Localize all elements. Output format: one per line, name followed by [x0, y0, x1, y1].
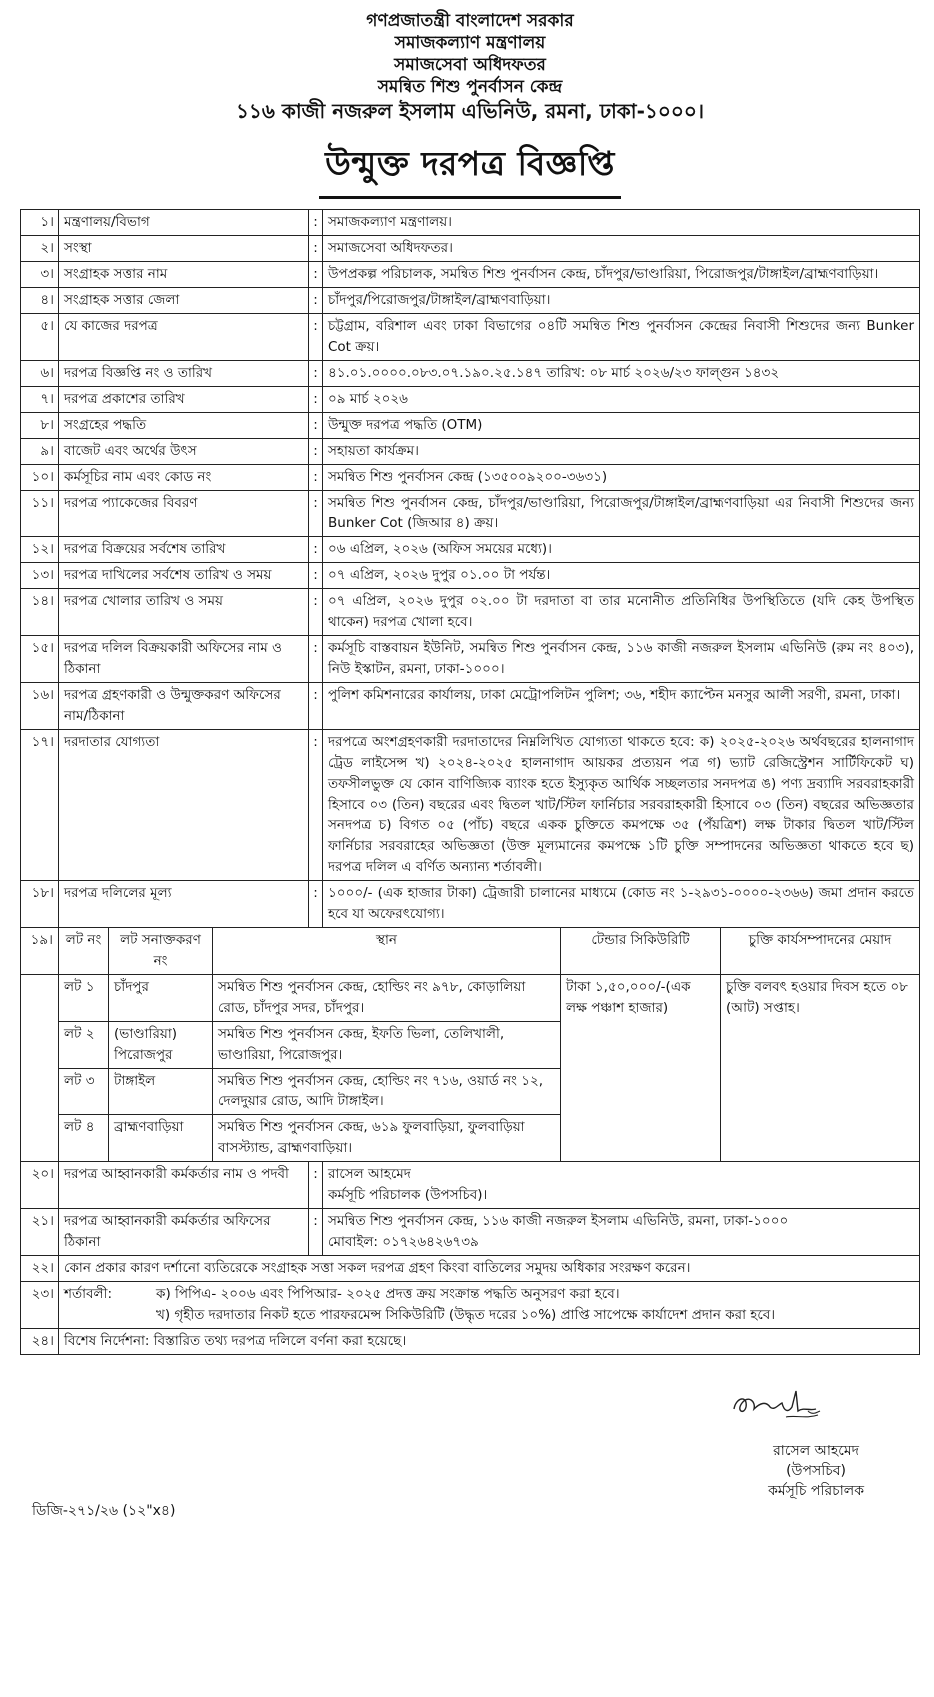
row-colon: : [309, 537, 323, 563]
row-value: সমন্বিত শিশু পুনর্বাসন কেন্দ্র (১৩৫০০৯২০০-৩৬৩১) [323, 464, 920, 490]
conditions-note [59, 1281, 920, 1328]
row-label: দরপত্র আহ্বানকারী কর্মকর্তার অফিসের ঠিকানা [59, 1209, 309, 1256]
notice-title: উন্মুক্ত দরপত্র বিজ্ঞপ্তি [319, 138, 621, 199]
info-row [21, 490, 920, 537]
lot-row [21, 974, 920, 1021]
department-name: সমাজসেবা অধিদফতর [394, 55, 546, 76]
signatory-rank: (উপসচিব) [786, 1462, 847, 1479]
condition-a: ক) পিপিএ- ২০০৬ এবং পিপিআর- ২০২৫ প্রদত্ত ক্রয় সংক্রান্ত পদ্ধতি অনুসরণ করা হবে। [156, 1285, 620, 1302]
info-row [21, 464, 920, 490]
row-value: উপপ্রকল্প পরিচালক, সমন্বিত শিশু পুনর্বাসন কেন্দ্র, চাঁদপুর/ভাণ্ডারিয়া, পিরোজপুর/টাঙ্গাইল/ব্রাহ্মণবাড়িয়া। [323, 262, 920, 288]
row-label: দরপত্র প্রকাশের তারিখ [59, 386, 309, 412]
row-value: পুলিশ কমিশনারের কার্যালয়, ঢাকা মেট্রোপলিটন পুলিশ; ৩৬, শহীদ ক্যাপ্টেন মনসুর আলী সরণী, রমনা, ঢাকা। [323, 682, 920, 729]
letterhead [20, 10, 920, 124]
row-value: কর্মসূচি বাস্তবায়ন ইউনিট, সমন্বিত শিশু পুনর্বাসন কেন্দ্র, ১১৬ কাজী নজরুল ইসলাম এভিনিউ (রুম নং ৪০৩), নিউ ইস্কাটন, রমনা, ঢাকা-১০০০। [323, 636, 920, 683]
info-row [21, 1255, 920, 1281]
row-colon: : [309, 236, 323, 262]
row-colon: : [309, 1162, 323, 1209]
signatory-title: কর্মসূচি পরিচালক [768, 1483, 864, 1500]
info-row [21, 1328, 920, 1354]
info-row [21, 682, 920, 729]
info-row [21, 729, 920, 880]
row-value: ০৭ এপ্রিল, ২০২৬ দুপুর ০২.০০ টা দরদাতা বা তার মনোনীত প্রতিনিধির উপস্থিতিতে (যদি কেহ উপস্থিত থাকেন) দরপত্র খোলা হবে। [323, 589, 920, 636]
info-row [21, 360, 920, 386]
info-row [21, 881, 920, 928]
info-row [21, 210, 920, 236]
row-number: ৮। [21, 412, 59, 438]
row-colon: : [309, 881, 323, 928]
location-header: স্থান [213, 928, 561, 975]
row-colon: : [309, 314, 323, 361]
row-number: ২৩। [21, 1281, 59, 1328]
footer [20, 1381, 920, 1541]
row-number: ১২। [21, 537, 59, 563]
print-code: ডিজি-২৭১/২৬ (১২"x৪) [32, 1502, 176, 1519]
row-colon: : [309, 210, 323, 236]
row-label: দরপত্র আহ্বানকারী কর্মকর্তার নাম ও পদবী [59, 1162, 309, 1209]
row-label: বাজেট এবং অর্থের উৎস [59, 438, 309, 464]
row-colon: : [309, 729, 323, 880]
lot-id: চাঁদপুর [109, 974, 213, 1021]
info-row [21, 537, 920, 563]
row-number: ১৬। [21, 682, 59, 729]
row-colon: : [309, 636, 323, 683]
signature-image [726, 1381, 846, 1425]
info-row [21, 563, 920, 589]
row-label: দরপত্র গ্রহণকারী ও উন্মুক্তকরণ অফিসের নাম/ঠিকানা [59, 682, 309, 729]
row-number: ১১। [21, 490, 59, 537]
row-colon: : [309, 386, 323, 412]
signatory-block [768, 1441, 864, 1502]
row-label: দরপত্র খোলার তারিখ ও সময় [59, 589, 309, 636]
row-number: ১। [21, 210, 59, 236]
row-number: ৬। [21, 360, 59, 386]
row-value [323, 1162, 920, 1209]
row-label: সংগ্রাহক সত্তার নাম [59, 262, 309, 288]
row-colon: : [309, 464, 323, 490]
row-number: ৩। [21, 262, 59, 288]
security-header: টেন্ডার সিকিউরিটি [561, 928, 721, 975]
row-value: ০৬ এপ্রিল, ২০২৬ (অফিস সময়ের মধ্যে)। [323, 537, 920, 563]
row-number: ৭। [21, 386, 59, 412]
duration-header: চুক্তি কার্যসম্পাদনের মেয়াদ [721, 928, 920, 975]
row-colon: : [309, 589, 323, 636]
signatory-name: রাসেল আহমেদ [773, 1442, 860, 1459]
tender-info-table [20, 209, 920, 928]
row-value: ১০০০/- (এক হাজার টাকা) ট্রেজারী চালানের মাধ্যমে (কোড নং ১-২৯৩১-০০০০-২৩৬৬) জমা প্রদান করতে হবে যা অফেরৎযোগ্য। [323, 881, 920, 928]
row-value: সমাজসেবা অধিদফতর। [323, 236, 920, 262]
row-colon: : [309, 682, 323, 729]
info-row [21, 236, 920, 262]
office-mobile: মোবাইল: ০১৭২৬৪২৬৭৩৯ [328, 1234, 479, 1251]
info-row [21, 288, 920, 314]
row-value: উন্মুক্ত দরপত্র পদ্ধতি (OTM) [323, 412, 920, 438]
row-label: দরপত্র দলিল বিক্রয়কারী অফিসের নাম ও ঠিকানা [59, 636, 309, 683]
row-label: সংস্থা [59, 236, 309, 262]
row-label: সংগ্রাহক সত্তার জেলা [59, 288, 309, 314]
row-colon: : [309, 360, 323, 386]
row-number: ২৪। [21, 1328, 59, 1354]
row-label: দরপত্র প্যাকেজের বিবরণ [59, 490, 309, 537]
row-label: যে কাজের দরপত্র [59, 314, 309, 361]
info-row [21, 636, 920, 683]
lot-no-header: লট নং [59, 928, 109, 975]
row-value: ৪১.০১.০০০০.০৮৩.০৭.১৯০.২৫.১৪৭ তারিখ: ০৮ মার্চ ২০২৬/২৩ ফাল্গুন ১৪৩২ [323, 360, 920, 386]
row-number: ১৫। [21, 636, 59, 683]
rights-reserved-note: কোন প্রকার কারণ দর্শানো ব্যতিরেকে সংগ্রাহক সত্তা সকল দরপত্র গ্রহণ কিংবা বাতিলের সমুদয় অধিকার সংরক্ষণ করেন। [59, 1255, 920, 1281]
lot-location: সমন্বিত শিশু পুনর্বাসন কেন্দ্র, ৬১৯ ফুলবাড়িয়া, ফুলবাড়িয়া বাসস্ট্যান্ড, ব্রাহ্মণবাড়িয়া। [213, 1115, 561, 1162]
row-colon: : [309, 412, 323, 438]
lot-location: সমন্বিত শিশু পুনর্বাসন কেন্দ্র, হোল্ডিং নং ৯৭৮, কোড়ালিয়া রোড, চাঁদপুর সদর, চাঁদপুর। [213, 974, 561, 1021]
row-number: ২। [21, 236, 59, 262]
info-row [21, 1281, 920, 1328]
lot-number: লট ৩ [59, 1068, 109, 1115]
info-row [21, 314, 920, 361]
govt-name: গণপ্রজাতন্ত্রী বাংলাদেশ সরকার [366, 11, 574, 31]
row-number: ২১। [21, 1209, 59, 1256]
row-number: ৪। [21, 288, 59, 314]
lot-location: সমন্বিত শিশু পুনর্বাসন কেন্দ্র, হোল্ডিং নং ৭১৬, ওয়ার্ড নং ১২, দেলদুয়ার রোড, আদি টাঙ্গাইল। [213, 1068, 561, 1115]
info-row [21, 412, 920, 438]
lot-id: (ভাণ্ডারিয়া) পিরোজপুর [109, 1021, 213, 1068]
condition-b: খ) গৃহীত দরদাতার নিকট হতে পারফরমেন্স সিকিউরিটি (উদ্ধৃত দরের ১০%) প্রাপ্তি সাপেক্ষে কার্যাদেশ প্রদান করা হবে। [156, 1306, 776, 1323]
row-number: ২০। [21, 1162, 59, 1209]
info-row [21, 1162, 920, 1209]
office-address: সমন্বিত শিশু পুনর্বাসন কেন্দ্র, ১১৬ কাজী নজরুল ইসলাম এভিনিউ, রমনা, ঢাকা-১০০০ [328, 1213, 789, 1230]
lot-number: লট ১ [59, 974, 109, 1021]
row-colon: : [309, 262, 323, 288]
info-row [21, 386, 920, 412]
tender-security: টাকা ১,৫০,০০০/-(এক লক্ষ পঞ্চাশ হাজার) [561, 974, 721, 1161]
row-number: ১৩। [21, 563, 59, 589]
info-row [21, 438, 920, 464]
conditions-label: শর্তাবলী: [64, 1285, 113, 1302]
row-label: দরপত্র বিক্রয়ের সর্বশেষ তারিখ [59, 537, 309, 563]
ministry-name: সমাজকল্যাণ মন্ত্রণালয় [394, 33, 546, 54]
row-number: ১৪। [21, 589, 59, 636]
row-value: ০৯ মার্চ ২০২৬ [323, 386, 920, 412]
row-number: ২২। [21, 1255, 59, 1281]
lots-header-row [21, 928, 920, 975]
row-label: দরপত্র দলিলের মূল্য [59, 881, 309, 928]
lot-id: ব্রাহ্মণবাড়িয়া [109, 1115, 213, 1162]
lot-number: লট ২ [59, 1021, 109, 1068]
info-row [21, 262, 920, 288]
row-colon: : [309, 1209, 323, 1256]
info-row [21, 1209, 920, 1256]
lot-id-header: লট সনাক্তকরণ নং [109, 928, 213, 975]
row-value [323, 1209, 920, 1256]
officer-info-table [20, 1161, 920, 1354]
row-label: কর্মসূচির নাম এবং কোড নং [59, 464, 309, 490]
row-value: চাঁদপুর/পিরোজপুর/টাঙ্গাইল/ব্রাহ্মণবাড়িয়া। [323, 288, 920, 314]
row-label: দরপত্র দাখিলের সর্বশেষ তারিখ ও সময় [59, 563, 309, 589]
lots-table [20, 927, 920, 1162]
row-number: ১৭। [21, 729, 59, 880]
row-number: ৫। [21, 314, 59, 361]
center-address: ১১৬ কাজী নজরুল ইসলাম এভিনিউ, রমনা, ঢাকা-১০০০। [235, 99, 705, 124]
officer-name: রাসেল আহমেদ [328, 1166, 411, 1183]
contract-duration: চুক্তি বলবৎ হওয়ার দিবস হতে ০৮ (আট) সপ্তাহ। [721, 974, 920, 1161]
row-colon: : [309, 490, 323, 537]
row-value: চট্টগ্রাম, বরিশাল এবং ঢাকা বিভাগের ০৪টি সমন্বিত শিশু পুনর্বাসন কেন্দ্রের নিবাসী শিশুদের জন্য Bunker Cot ক্রয়। [323, 314, 920, 361]
row-colon: : [309, 438, 323, 464]
row-number: ৯। [21, 438, 59, 464]
row-label: দরপত্র বিজ্ঞপ্তি নং ও তারিখ [59, 360, 309, 386]
center-name: সমন্বিত শিশু পুনর্বাসন কেন্দ্র [377, 77, 563, 98]
row-number: ১৮। [21, 881, 59, 928]
row-label: মন্ত্রণালয়/বিভাগ [59, 210, 309, 236]
row-colon: : [309, 563, 323, 589]
row-value: সমন্বিত শিশু পুনর্বাসন কেন্দ্র, চাঁদপুর/ভাণ্ডারিয়া, পিরোজপুর/টাঙ্গাইল/ব্রাহ্মণবাড়িয়া এর নিবাসী শিশুদের জন্য Bunker Cot (জিআর ৪) ক্রয়। [323, 490, 920, 537]
row-value: ০৭ এপ্রিল, ২০২৬ দুপুর ০১.০০ টা পর্যন্ত। [323, 563, 920, 589]
lot-location: সমন্বিত শিশু পুনর্বাসন কেন্দ্র, ইফতি ভিলা, তেলিখালী, ভাণ্ডারিয়া, পিরোজপুর। [213, 1021, 561, 1068]
row-value: দরপত্রে অংশগ্রহণকারী দরদাতাদের নিম্নলিখিত যোগ্যতা থাকতে হবে: ক) ২০২৫-২০২৬ অর্থবছরের হালনাগাদ ট্রেড লাইসেন্স খ) ২০২৪-২০২৫ হালনাগাদ আয়কর প্রত্যয়ন পত্র গ) ভ্যাট রেজিস্ট্রেশন সার্টিফিকেট ঘ) তফসীলভুক্ত যে কোন বাণিজ্যিক ব্যাংক হতে ইস্যুকৃত আর্থিক সচ্ছলতার সনদপত্র ঙ) পণ্য দ্রব্যাদি সরবরাহকারী হিসাবে ০৩ (তিন) বছরের এবং দ্বিতল খাট/স্টিল ফার্নিচার সরবরাহকারী হিসাবে ০৩ (তিন) বছরের অভিজ্ঞতার সনদপত্র চ) বিগত ০৫ (পাঁচ) বছরে একক চুক্তিতে কমপক্ষে ৩৫ (পঁয়ত্রিশ) লক্ষ টাকার দ্বিতল খাট/স্টিল ফার্নিচার সরবরাহের অভিজ্ঞতা (উক্ত মূল্যমানের কমপক্ষে ১টি চুক্তি সম্পাদনের অভিজ্ঞতা থাকতে হবে ছ) দরপত্র দলিল এ বর্ণিত অন্যান্য শর্তাবলী। [323, 729, 920, 880]
lot-number: লট ৪ [59, 1115, 109, 1162]
row-label: দরদাতার যোগ্যতা [59, 729, 309, 880]
row-number: ১৯। [21, 928, 59, 975]
row-label: সংগ্রহের পদ্ধতি [59, 412, 309, 438]
row-number: ১০। [21, 464, 59, 490]
special-instruction-note: বিশেষ নির্দেশনা: বিস্তারিত তথ্য দরপত্র দলিলে বর্ণনা করা হয়েছে। [59, 1328, 920, 1354]
row-colon: : [309, 288, 323, 314]
lot-id: টাঙ্গাইল [109, 1068, 213, 1115]
row-value: সমাজকল্যাণ মন্ত্রণালয়। [323, 210, 920, 236]
row-value: সহায়তা কার্যক্রম। [323, 438, 920, 464]
officer-designation: কর্মসূচি পরিচালক (উপসচিব)। [328, 1187, 488, 1204]
info-row [21, 589, 920, 636]
